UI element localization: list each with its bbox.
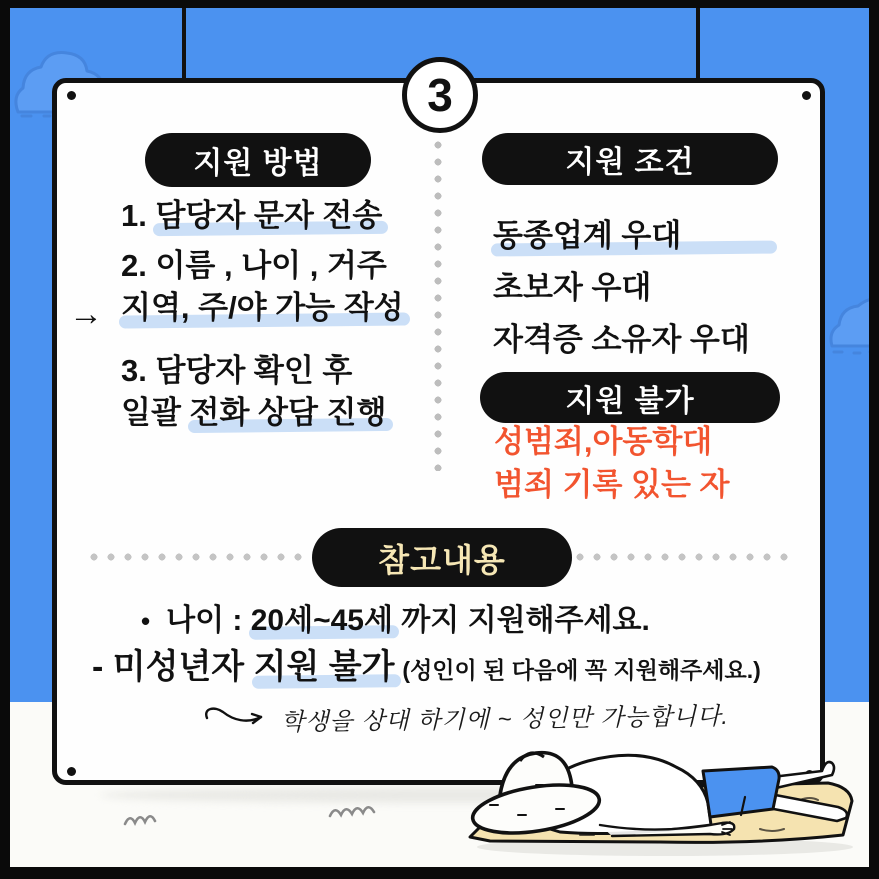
corner-dot	[67, 91, 76, 100]
step3-prefix: 일괄	[121, 395, 190, 430]
note-minor-prefix: - 미성년자	[92, 648, 254, 686]
method-step-2-line-1	[121, 245, 451, 287]
note-minor-highlight: 지원 불가	[253, 648, 395, 686]
note-age-range: 20세~45세	[250, 604, 393, 637]
page-number: 3	[427, 69, 453, 121]
condition-item	[493, 262, 750, 314]
section-title-method-label: 지원 방법	[193, 147, 323, 180]
corner-dot	[802, 91, 811, 100]
restriction-text	[494, 420, 729, 506]
handwritten-text: 학생을 상대 하기에 ~ 성인만 가능합니다.	[280, 702, 730, 737]
condition-text: 자격증 소유자 우대	[493, 322, 750, 357]
restriction-line: 범죄 기록 있는 자	[494, 467, 730, 502]
note-age-suffix: 까지 지원해주세요.	[392, 604, 650, 637]
grass-squiggle-icon	[328, 804, 378, 820]
note-age	[141, 595, 650, 639]
step2-text-2: 지역, 주/야 가능 작성	[121, 290, 404, 325]
section-title-notes-label: 참고내용	[378, 541, 506, 578]
bullet-icon: •	[141, 606, 151, 636]
grass-squiggle-icon	[123, 812, 167, 828]
conditions-list	[493, 210, 750, 366]
poster-scene	[10, 8, 869, 867]
section-title-conditions	[482, 133, 778, 185]
method-step-1	[121, 195, 451, 237]
method-steps	[121, 195, 451, 434]
side-arrow-icon: →	[69, 295, 103, 333]
sign-card	[52, 78, 825, 785]
corner-dot	[67, 767, 76, 776]
note-age-prefix: 나이 :	[166, 604, 251, 637]
sunbathing-person-illustration	[460, 745, 860, 863]
section-title-conditions-label: 지원 조건	[565, 146, 695, 179]
horizontal-dotted-divider	[576, 553, 794, 561]
method-step-2-line-2	[121, 287, 451, 329]
step3-text-1: 3. 담당자 확인 후	[121, 353, 353, 388]
section-title-restriction	[480, 372, 780, 423]
note-minor	[92, 639, 761, 688]
step1-number: 1.	[121, 198, 156, 233]
page-number-badge	[402, 57, 478, 133]
horizontal-dotted-divider	[90, 553, 309, 561]
step3-text-2: 전화 상담 진행	[189, 395, 387, 430]
hanging-string	[696, 8, 700, 82]
hanging-string	[182, 8, 186, 82]
method-step-3-line-1	[121, 350, 451, 392]
condition-text: 초보자 우대	[493, 270, 652, 305]
cloud-icon	[828, 290, 869, 364]
restriction-line: 성범죄,아동학대	[494, 424, 713, 459]
step1-text: 담당자 문자 전송	[155, 198, 383, 233]
step2-text-1: 2. 이름 , 나이 , 거주	[121, 248, 387, 283]
condition-text: 동종업계 우대	[493, 218, 682, 253]
curved-arrow-icon	[203, 702, 269, 732]
method-step-3-line-2	[121, 392, 451, 434]
handwritten-note	[203, 699, 730, 737]
section-title-notes	[312, 528, 572, 587]
section-title-restriction-label: 지원 불가	[565, 384, 695, 418]
note-minor-paren: (성인이 된 다음에 꼭 지원해주세요.)	[402, 657, 761, 683]
section-title-method	[145, 133, 371, 187]
condition-item	[493, 314, 750, 366]
condition-item	[493, 210, 750, 262]
